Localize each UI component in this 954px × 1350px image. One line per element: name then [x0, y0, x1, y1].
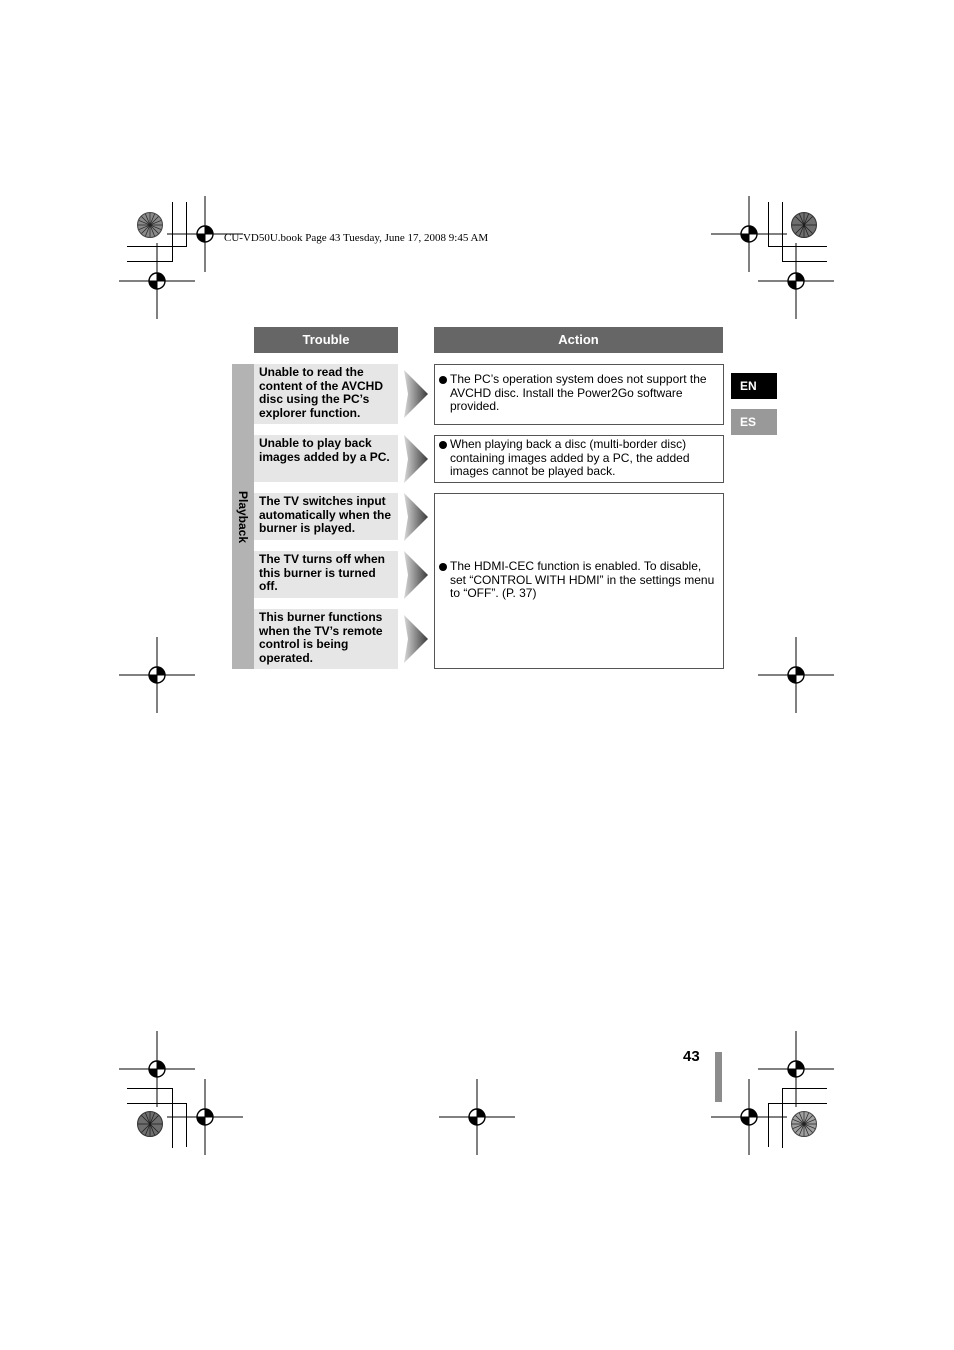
section-label: Playback: [236, 490, 250, 544]
bullet-icon: [439, 376, 447, 384]
arrow-right-icon: [404, 435, 428, 483]
bullet-icon: [439, 441, 447, 449]
registration-mark-icon: [758, 637, 834, 713]
arrow-right-icon: [404, 370, 428, 418]
file-info: CU-VD50U.book Page 43 Tuesday, June 17, 2008 9:45 AM: [224, 232, 489, 244]
starburst-disc-icon: [137, 1111, 163, 1137]
language-tab-en[interactable]: EN: [731, 373, 777, 399]
registration-mark-icon: [167, 1079, 243, 1155]
language-tab-es[interactable]: ES: [731, 409, 777, 435]
bullet-icon: [439, 563, 447, 571]
action-cell-3: [434, 493, 724, 669]
registration-mark-icon: [119, 243, 195, 319]
trouble-cell-2: Unable to play back images added by a PC.: [254, 435, 398, 482]
starburst-disc-icon: [791, 1111, 817, 1137]
trouble-cell-4: The TV turns off when this burner is turned off.: [254, 551, 398, 598]
trouble-cell-5: This burner functions when the TV’s remote control is being operated.: [254, 609, 398, 669]
starburst-disc-icon: [791, 212, 817, 238]
trouble-cell-3: The TV switches input automatically when the burner is played.: [254, 493, 398, 540]
registration-mark-icon: [119, 637, 195, 713]
registration-mark-icon: [711, 1079, 787, 1155]
trouble-header: Trouble: [254, 327, 398, 353]
trouble-cell-1: Unable to read the content of the AVCHD disc using the PC’s explorer function.: [254, 364, 398, 424]
action-text-2: When playing back a disc (multi-border disc) containing images added by a PC, the added images cannot be played back.: [450, 437, 690, 478]
arrow-right-icon: [404, 551, 428, 599]
action-cell-2: [434, 435, 724, 483]
starburst-disc-icon: [137, 212, 163, 238]
action-text-1: The PC’s operation system does not support the AVCHD disc. Install the Power2Go software provided.: [450, 372, 707, 413]
registration-mark-icon: [439, 1079, 515, 1155]
action-cell-1: [434, 364, 724, 425]
registration-mark-icon: [758, 243, 834, 319]
page-number: 43: [683, 1048, 700, 1065]
arrow-right-icon: [404, 615, 428, 663]
action-header: Action: [434, 327, 723, 353]
action-text-3: The HDMI-CEC function is enabled. To disable, set “CONTROL WITH HDMI” in the settings menu to “OFF”. (P. 37): [450, 559, 715, 600]
page-marker-bar: [715, 1052, 722, 1102]
arrow-right-icon: [404, 493, 428, 541]
